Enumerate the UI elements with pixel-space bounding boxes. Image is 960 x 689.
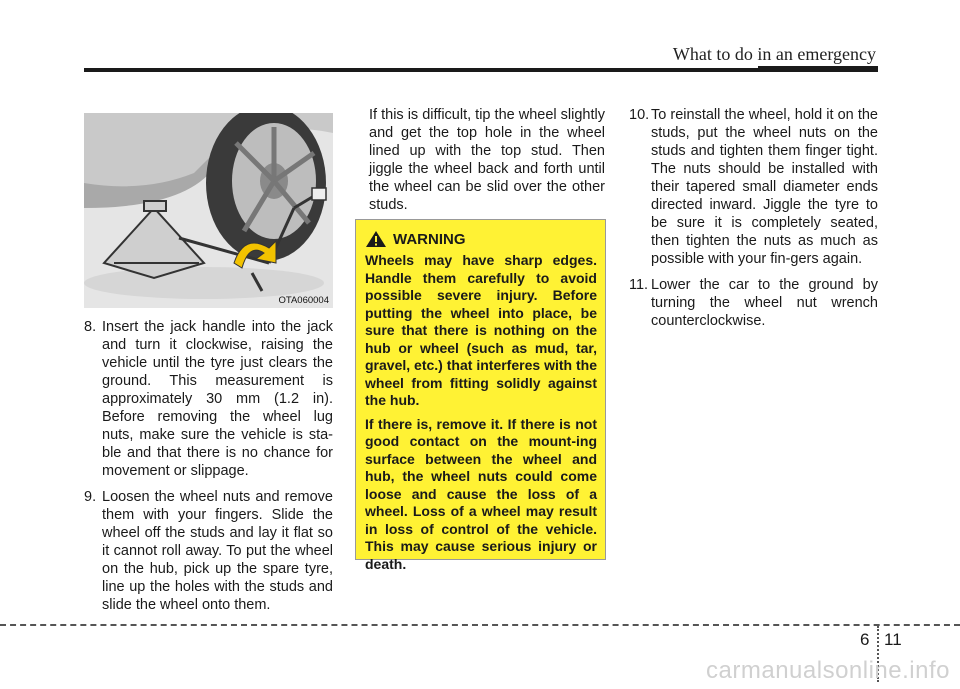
- step-9: [84, 488, 333, 614]
- warning-paragraph-2: If there is, remove it. If there is not good contact on the mount-ing surface between the wheel and hub, the wheel nuts could come loose and cause the loss of a wheel. Loss of a wheel may result in loss of control of the vehicle. This may cause serious injury or death.: [365, 415, 597, 572]
- section-title: What to do in an emergency: [672, 44, 876, 64]
- step-text: To reinstall the wheel, hold it on the studs, put the wheel nuts on the studs and tighten them finger tight. The nuts should be installed with their tapered small diameter ends directed inward. Jiggle the tyre to be sure it is completely seated, then tighten the nuts as much as possible with your fin-gers again.: [651, 107, 878, 267]
- step-number: 11.: [629, 277, 649, 293]
- step-number: 9.: [84, 489, 97, 505]
- column-3: [629, 106, 878, 338]
- header-rule: [84, 68, 878, 72]
- warning-header: [365, 230, 597, 248]
- page-number: 11: [884, 630, 902, 649]
- footer-dashed-rule: [0, 624, 960, 626]
- jack-illustration: [84, 113, 333, 308]
- watermark: carmanualsonline.info: [706, 657, 950, 684]
- chapter-number: 6: [860, 630, 870, 649]
- warning-box: [355, 219, 606, 572]
- step-number: 10.: [629, 107, 650, 123]
- step-9-continuation: If this is difficult, tip the wheel slightly and get the top hole in the wheel lined up with the top stud. Then jiggle the wheel back and forth until the wheel can be slid over the other studs.: [369, 107, 605, 213]
- step-text: Lower the car to the ground by turning the wheel nut wrench counterclockwise.: [651, 277, 878, 329]
- warning-title: WARNING: [393, 230, 466, 248]
- warning-paragraph-1: Wheels may have sharp edges. Handle them carefully to avoid possible severe injury. Before putting the wheel into place, be sure that there is nothing on the hub or wheel (such as mud, tar, gravel, etc.) that interferes with the wheel from fitting solidly against the hub.: [365, 252, 597, 408]
- step-8: [84, 318, 333, 480]
- step-number: 8.: [84, 319, 97, 335]
- step-10: [629, 106, 878, 268]
- warning-triangle-icon: [365, 230, 387, 248]
- step-11: [629, 276, 878, 330]
- step-text: Loosen the wheel nuts and remove them with your fingers. Slide the wheel off the studs and lay it flat so it cannot roll away. To put the wheel on the hub, pick up the spare tyre, line up the holes with the studs and slide the wheel onto them.: [102, 489, 333, 613]
- jack-handle-drawing: [84, 113, 333, 308]
- figure-code: OTA060004: [278, 295, 329, 306]
- step-text: Insert the jack handle into the jack and turn it clockwise, raising the vehicle until the tyre just clears the ground. This measurement is approximately 30 mm (1.2 in). Before removing the wheel lug nuts, make sure the vehicle is sta-ble and that there is no chance for movement or slippage.: [102, 319, 333, 479]
- column-1: [84, 318, 333, 622]
- column-2: [369, 106, 605, 214]
